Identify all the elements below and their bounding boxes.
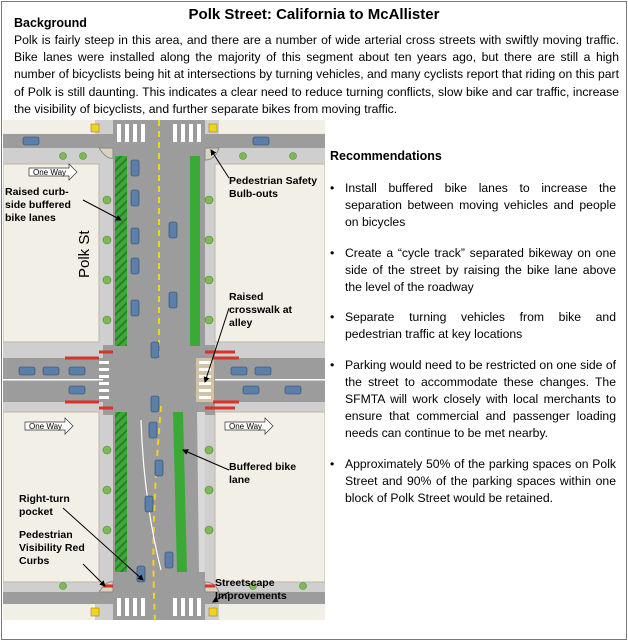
building-strip-top-right: [219, 120, 325, 134]
list-item: • Separate turning vehicles from bike and pedestrian traffic at key locations: [330, 310, 616, 342]
background-text: Polk is fairly steep in this area, and there are a number of wide arterial cross streets with swiftly moving traffic. Bike lanes were installed along the majority of this segment about ten years ago, but there are still a high number of bicyclists being hit at intersections by turning vehicles, and many cyclists report that riding on this part of Polk is still daunting. This indicates a clear need to reduce turning conflicts, slow bike and car traffic, increase the visibility of bicyclists, and further separate bikes from moving traffic.: [14, 33, 619, 116]
building-block-bottom-right: [215, 412, 325, 582]
raised-bike-lane-left-bottom: [115, 412, 127, 572]
label-buffered-bike-lane: Buffered bike lane: [229, 461, 297, 486]
building-strip-bottom-left: [3, 604, 95, 620]
street-plan-diagram: [3, 120, 325, 620]
label-ped-bulbouts: Pedestrian Safety Bulb-outs: [229, 175, 318, 200]
raised-bike-lane-left-top: [115, 156, 127, 346]
recommendations-heading: Recommendations: [330, 149, 442, 163]
building-strip-bottom-right: [219, 604, 325, 620]
raised-crosswalk-alley: [196, 358, 214, 402]
street-name-label: Polk St: [76, 230, 93, 278]
recommendations-list: [330, 180, 616, 520]
svg-text:One Way: One Way: [33, 168, 67, 177]
list-item: • Approximately 50% of the parking spaces on Polk Street and 90% of the parking spaces within one block of Polk Street would be retained.: [330, 456, 616, 506]
building-strip-top-left: [3, 120, 95, 134]
list-item: • Create a “cycle track” separated bikeway on one side of the street by raising the bike lane above the level of the roadway: [330, 245, 616, 295]
bike-lane-right-top: [190, 156, 200, 346]
list-item: • Parking would need to be restricted on one side of the street to accommodate these changes. The SFMTA will work closely with local merchants to ensure that commercial and passenger loading needs can continue to be met nearby.: [330, 357, 617, 441]
label-raised-bike-lanes: Raised curb- side buffered bike lanes: [5, 186, 71, 224]
list-item: • Install buffered bike lanes to increase the separation between moving vehicles and people on bicycles: [330, 181, 616, 230]
svg-text:One Way: One Way: [229, 422, 263, 431]
label-ped-red-curbs: Pedestrian Visibility Red Curbs: [19, 529, 85, 567]
page-title: Polk Street: California to McAllister: [188, 6, 440, 23]
svg-text:One Way: One Way: [29, 422, 63, 431]
label-raised-crosswalk: Raised crosswalk at alley: [229, 291, 293, 329]
label-right-turn-pocket: Right-turn pocket: [19, 493, 70, 518]
background-heading: Background: [14, 16, 87, 30]
label-streetscape: Streetscape Improvements: [215, 577, 287, 602]
